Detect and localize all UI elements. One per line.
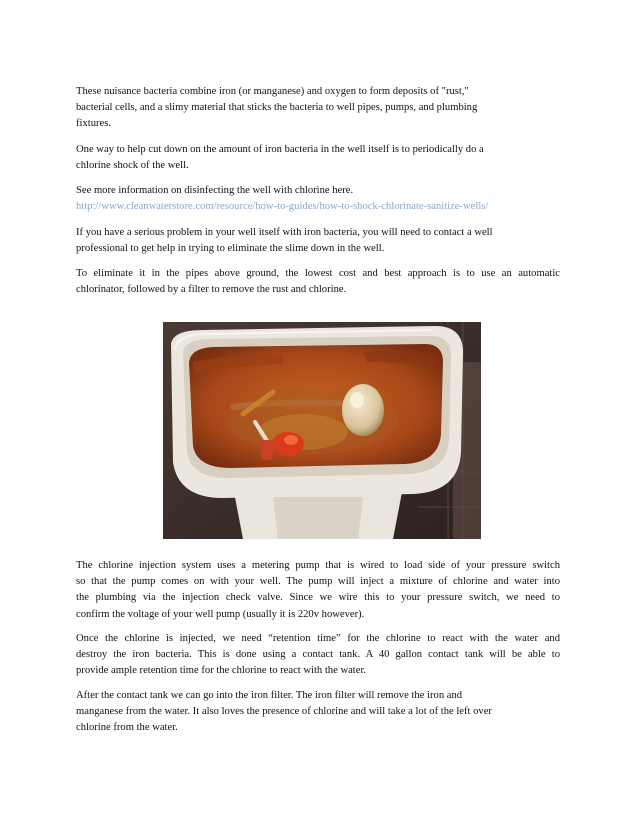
- text-line: chlorine from the water.: [76, 722, 178, 734]
- text-line: professional to get help in trying to eliminate the slime down in the well.: [76, 243, 385, 255]
- text-line: bacterial cells, and a slimy material that sticks the bacteria to well pipes, pumps, and plumbing: [76, 102, 478, 114]
- text-line: manganese from the water. It also loves the presence of chlorine and will take a lot of the left over: [76, 706, 492, 718]
- text-line: fixtures.: [76, 118, 112, 130]
- paragraph-injection-system: [76, 558, 560, 623]
- text-line: These nuisance bacteria combine iron (or manganese) and oxygen to form deposits of "rust,": [76, 86, 469, 97]
- disinfecting-guide-link[interactable]: http://www.cleanwaterstore.com/resource/how-to-guides/how-to-shock-chlorinate-sanitize-wells/: [76, 201, 489, 213]
- text-line: the plumbing via the injection check valve. Since we wire this to your pressure switch, we need to: [76, 592, 560, 604]
- paragraph-more-information: [76, 183, 560, 215]
- text-line: To eliminate it in the pipes above ground, the lowest cost and best approach is to use an automatic: [76, 268, 560, 279]
- text-line: One way to help cut down on the amount of iron bacteria in the well itself is to periodically do a: [76, 144, 484, 155]
- text-line: provide ample retention time for the chlorine to react with the water.: [76, 665, 367, 677]
- paragraph-retention-time: [76, 631, 560, 680]
- text-line: See more information on disinfecting the well with chlorine here.: [76, 185, 354, 196]
- text-line: destroy the iron bacteria. This is done using a contact tank. A 40 gallon contact tank will be able to: [76, 649, 560, 661]
- text-line: Once the chlorine is injected, we need “retention time” for the chlorine to react with the water and: [76, 633, 560, 644]
- paragraph-iron-bacteria-deposits: [76, 84, 560, 133]
- rusty-toilet-tank-photo: [163, 322, 481, 539]
- paragraph-chlorine-shock: [76, 142, 560, 174]
- paragraph-automatic-chlorinator: [76, 266, 560, 298]
- text-line: If you have a serious problem in your well itself with iron bacteria, you will need to contact a well: [76, 227, 493, 238]
- text-line: chlorine shock of the well.: [76, 160, 189, 172]
- text-line: confirm the voltage of your well pump (usually it is 220v however).: [76, 608, 365, 620]
- paragraph-well-professional: [76, 225, 560, 257]
- text-line: After the contact tank we can go into the iron filter. The iron filter will remove the iron and: [76, 690, 463, 701]
- text-line: The chlorine injection system uses a metering pump that is wired to load side of your pressure switch: [76, 560, 560, 571]
- paragraph-iron-filter: [76, 688, 560, 737]
- text-line: so that the pump comes on with your well. The pump will inject a mixture of chlorine and water into: [76, 576, 560, 588]
- text-line: chlorinator, followed by a filter to remove the rust and chlorine.: [76, 284, 347, 296]
